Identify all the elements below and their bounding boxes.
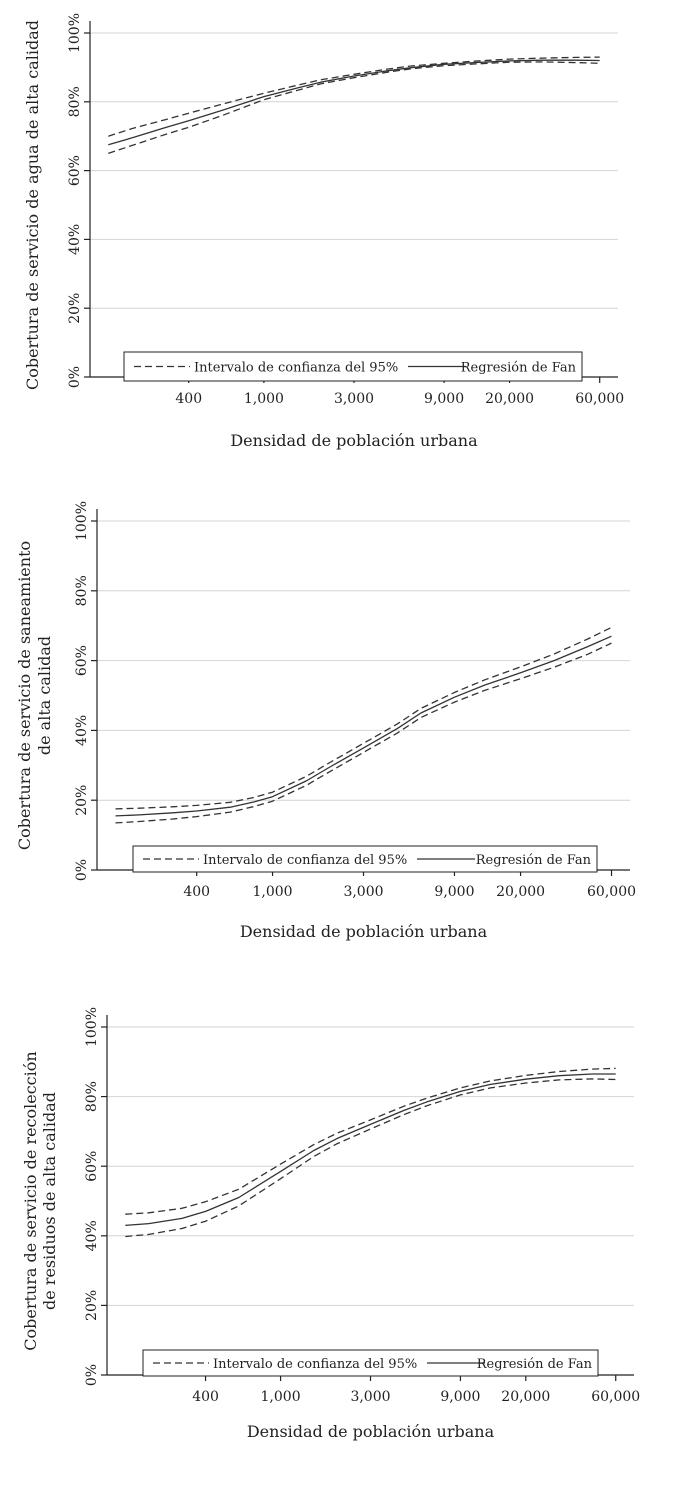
x-tick-label: 3,000 (350, 1389, 391, 1405)
legend (143, 1350, 598, 1376)
y-tick-label: 40% (74, 714, 90, 746)
chart-panel-1 (23, 13, 624, 450)
chart-panel-2 (15, 501, 636, 941)
y-tick-label: 40% (67, 223, 83, 255)
y-tick-label: 20% (67, 292, 83, 324)
x-tick-label: 20,000 (501, 1389, 551, 1405)
y-tick-label: 80% (84, 1081, 100, 1113)
x-tick-label: 60,000 (587, 884, 637, 900)
x-tick-label: 60,000 (591, 1389, 641, 1405)
confidence-band-line (125, 1068, 615, 1214)
legend-label-fan: Regresión de Fan (476, 1357, 592, 1372)
legend-label-fan: Regresión de Fan (475, 853, 591, 868)
confidence-band-line (116, 643, 612, 823)
y-axis-title: Cobertura de servicio de recolección (21, 1051, 40, 1351)
x-axis-title: Densidad de población urbana (246, 1422, 495, 1441)
y-axis-title: de residuos de alta calidad (40, 1092, 59, 1310)
y-tick-label: 60% (74, 645, 90, 677)
x-tick-label: 3,000 (343, 884, 384, 900)
x-tick-label: 9,000 (434, 884, 475, 900)
legend-label-fan: Regresión de Fan (460, 360, 576, 376)
legend (133, 846, 597, 872)
x-axis-title: Densidad de población urbana (239, 922, 488, 941)
y-tick-label: 20% (84, 1289, 100, 1321)
x-tick-label: 400 (175, 391, 203, 407)
y-axis-title: Cobertura de servicio de saneamiento (15, 540, 34, 851)
x-tick-label: 9,000 (424, 391, 465, 407)
legend-label-confidence: Intervalo de confianza del 95% (203, 853, 408, 868)
y-tick-label: 40% (84, 1220, 100, 1252)
x-tick-label: 3,000 (333, 391, 375, 407)
legend (124, 352, 582, 381)
y-tick-label: 100% (84, 1006, 100, 1048)
y-tick-label: 60% (67, 155, 83, 187)
x-tick-label: 1,000 (243, 391, 284, 407)
y-axis-title: de alta calidad (35, 635, 54, 756)
y-tick-label: 100% (67, 12, 83, 54)
x-axis-title: Densidad de población urbana (230, 431, 478, 450)
y-tick-label: 0% (74, 858, 90, 882)
y-tick-label: 0% (84, 1363, 100, 1387)
y-tick-label: 100% (74, 500, 90, 542)
fan-regression-line (108, 60, 599, 145)
x-tick-label: 400 (183, 884, 211, 900)
y-tick-label: 20% (74, 784, 90, 816)
confidence-band-line (108, 57, 599, 136)
x-tick-label: 20,000 (485, 391, 535, 407)
y-tick-label: 80% (67, 86, 83, 118)
x-tick-label: 60,000 (575, 391, 625, 407)
y-tick-label: 80% (74, 575, 90, 607)
x-tick-label: 400 (192, 1389, 219, 1405)
x-tick-label: 9,000 (440, 1389, 481, 1405)
x-tick-label: 1,000 (252, 884, 293, 900)
legend-label-confidence: Intervalo de confianza del 95% (213, 1357, 418, 1372)
y-tick-label: 0% (67, 365, 83, 389)
x-tick-label: 20,000 (496, 884, 546, 900)
y-axis-title: Cobertura de servicio de agua de alta calidad (23, 19, 42, 391)
y-tick-label: 60% (84, 1150, 100, 1182)
confidence-band-line (116, 627, 612, 809)
chart-panel-3 (21, 1007, 640, 1441)
fan-regression-line (116, 636, 612, 816)
x-tick-label: 1,000 (260, 1389, 301, 1405)
legend-label-confidence: Intervalo de confianza del 95% (194, 360, 399, 376)
